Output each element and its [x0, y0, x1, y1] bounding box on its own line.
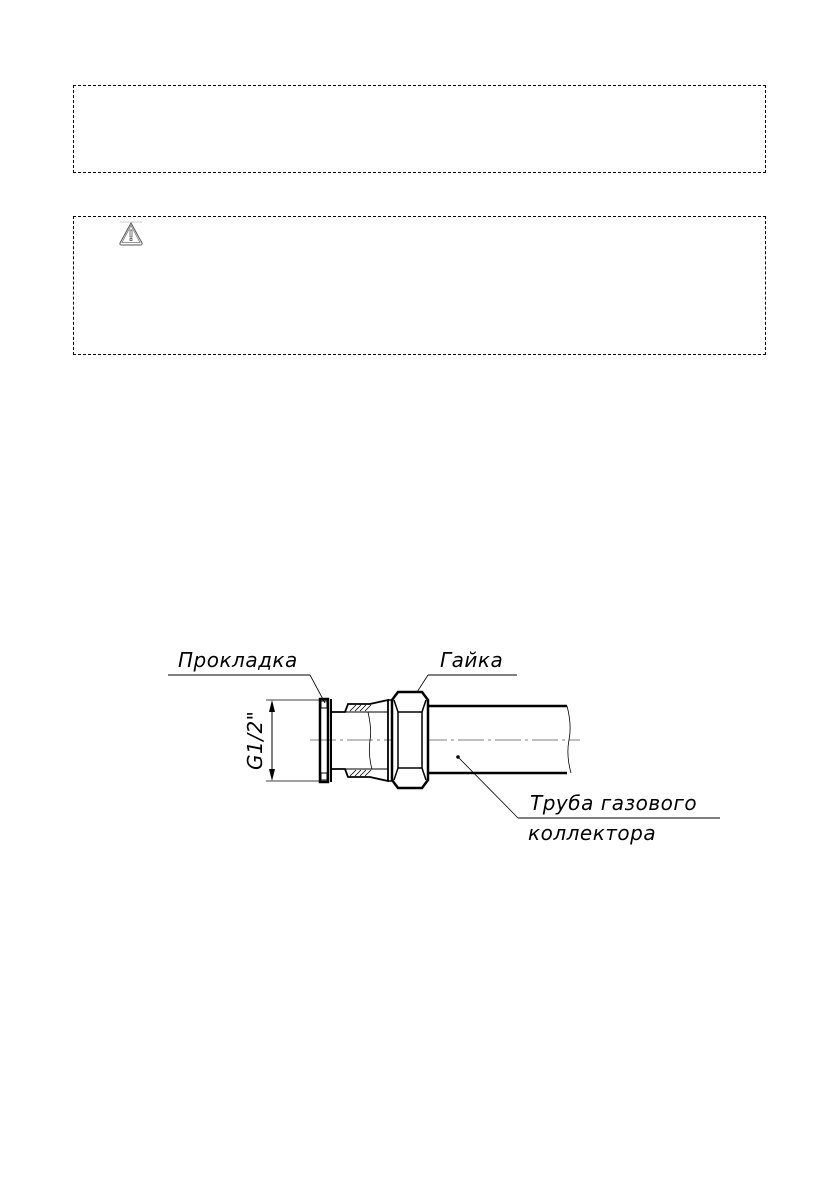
- pipe-label-line2: коллектора: [528, 821, 657, 845]
- warning-box: [73, 216, 766, 355]
- nut-label: Гайка: [440, 648, 504, 672]
- gasket-label: Прокладка: [178, 648, 298, 672]
- thread-size-label: G1/2": [243, 710, 267, 770]
- pipe-label-line1: Труба газового: [530, 791, 698, 815]
- note-box: [73, 85, 766, 173]
- warning-triangle-icon: [118, 221, 144, 247]
